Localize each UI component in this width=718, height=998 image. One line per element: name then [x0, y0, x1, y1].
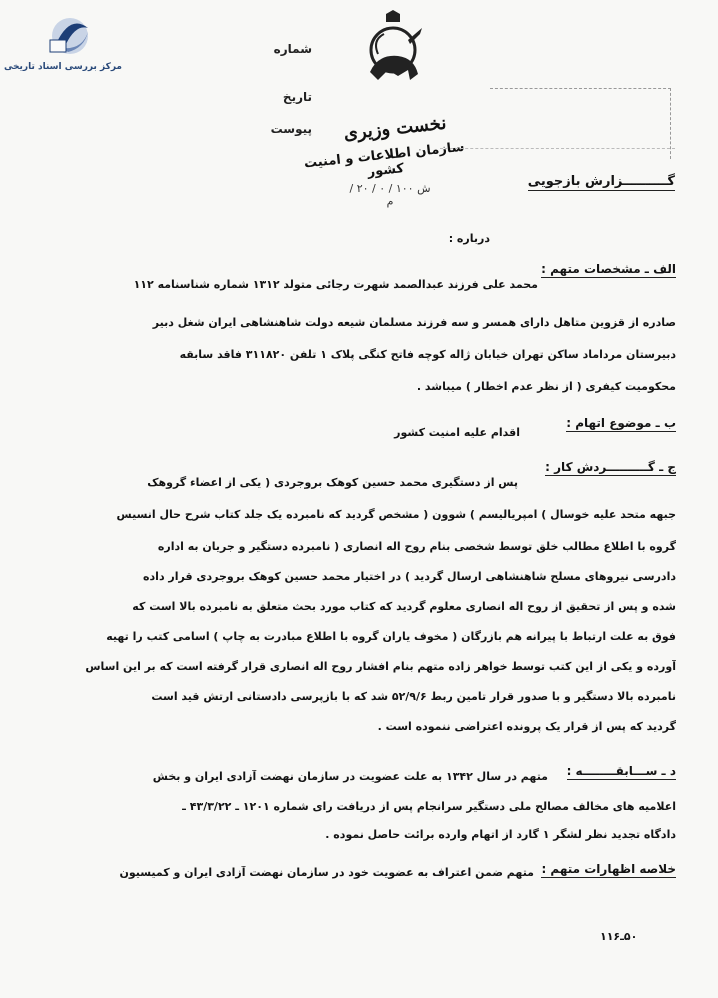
section-b-text: اقدام علیه امنیت کشور — [394, 426, 520, 439]
section-a-line-3: دبیرستان مرداماد ساکن تهران خیابان ژاله کوچه فاتح کنگی پلاک ۱ تلفن ۳۱۱۸۲۰ فاقد سابقه — [179, 348, 676, 361]
lion-sun-icon — [348, 10, 438, 100]
field-number-label: شماره — [273, 42, 312, 56]
section-a-heading-text: الف ـ مشخصات متهم : — [541, 262, 676, 276]
section-c-line-3: گروه با اطلاع مطالب خلق توسط شخصی بنام روح اله انصاری ( نامبرده دستگیر و جریان به اداره — [157, 540, 676, 553]
archive-logo — [3, 14, 122, 80]
section-c-line-5: شده و پس از تحقیق از روح اله انصاری معلوم گردید که کتاب مورد بحث متعلق به نامبرده بالا است که — [132, 600, 676, 613]
section-e-line-1: متهم ضمن اعتراف به عضویت خود در سازمان نهضت آزادی ایران و کمیسیون — [119, 866, 534, 879]
salutation: درباره : — [448, 232, 490, 245]
section-c-line-6: فوق به علت ارتباط با پیرانه هم بازرگان ( مخوف یاران گروه با اطلاع مبادرت به چاپ ) اسامی کتب را تهیه — [106, 630, 676, 643]
section-a-line-1: محمد علی فرزند عبدالصمد شهرت رجائی متولد ۱۳۱۲ شماره شناسنامه ۱۱۲ — [133, 278, 538, 291]
field-date-label: تاریخ — [282, 90, 312, 104]
archive-emblem-icon — [10, 14, 122, 64]
section-c-line-8: نامبرده بالا دستگیر و با صدور قرار تامین ربط ۵۲/۹/۶ شد که با بازپرسی دادستانی ارتش قید است — [151, 690, 676, 703]
section-a-line-4: محکومیت کیفری ( از نظر عدم اخطار ) میباشد . — [416, 380, 676, 393]
section-b-heading-text: ب ـ موضوع اتهام : — [566, 416, 676, 430]
report-type-text: گــــــــــزارش بازجویی — [527, 174, 675, 189]
section-e-heading-text: خلاصه اظهارات متهم : — [541, 862, 676, 876]
report-type-title — [495, 174, 675, 189]
section-d-line-3: دادگاه تجدید نظر لشگر ۱ گارد از اتهام وارده برائت حاصل نموده . — [325, 828, 676, 841]
archive-logo-caption: مرکز بررسی اسناد تاریخی — [3, 62, 122, 72]
reference-number: ش ۱۰۰ / ۰ / ۲۰ / م — [349, 182, 431, 208]
section-c-heading — [520, 460, 676, 474]
section-e-heading — [540, 862, 676, 876]
organization-name: سازمان اطلاعات و امنیت کشور — [303, 139, 466, 180]
header-divider — [440, 148, 675, 149]
section-c-line-2: جبهه متحد علیه خوسال ) امپریالیسم ) شوون ( مشخص گردید که نامبرده یک جلد کتاب شرح حال انسیس — [116, 508, 676, 521]
section-c-line-1: پس از دستگیری محمد حسین کوهک بروجردی ( یکی از اعضاء گروهک — [147, 476, 518, 489]
lion-and-sun-emblem — [348, 10, 438, 100]
section-b-heading — [530, 416, 676, 430]
section-d-heading-text: د ـ ســـابقــــــــه : — [566, 764, 676, 778]
section-c-line-7: آورده و یکی از این کتب توسط خواهر زاده متهم بنام افشار روح اله انصاری قرار گرفته است که بر این اساس — [85, 660, 676, 673]
field-attachment-label: پیوست — [270, 122, 312, 136]
section-d-line-2: اعلامیه های مخالف مصالح ملی دستگیر سرانجام پس از دریافت رای شماره ۱۲۰۱ ـ ۴۳/۳/۲۲ ـ — [182, 800, 676, 813]
ministry-title: نخست وزیری — [342, 112, 448, 145]
page-number: ۵۰ـ۱۱۶ — [600, 930, 638, 943]
section-a-line-2: صادره از قزوین متاهل دارای همسر و سه فرزند مسلمان شیعه دولت شاهنشاهی ایران شغل دبیر — [152, 316, 676, 329]
section-c-heading-text: ج ـ گــــــــــردش کار : — [545, 460, 676, 474]
section-a-heading — [540, 262, 676, 276]
section-c-line-9: گردید که پس از قرار یک پرونده اعتراضی ننموده است . — [377, 720, 676, 733]
section-c-line-4: دادرسی نیروهای مسلح شاهنشاهی ارسال گردید ) در اختیار محمد حسین کوهک بروجردی قرار داده — [143, 570, 676, 583]
section-d-line-1: متهم در سال ۱۳۴۲ به علت عضویت در سازمان نهضت آزادی ایران و بخش — [152, 770, 548, 783]
section-d-heading — [550, 764, 676, 778]
